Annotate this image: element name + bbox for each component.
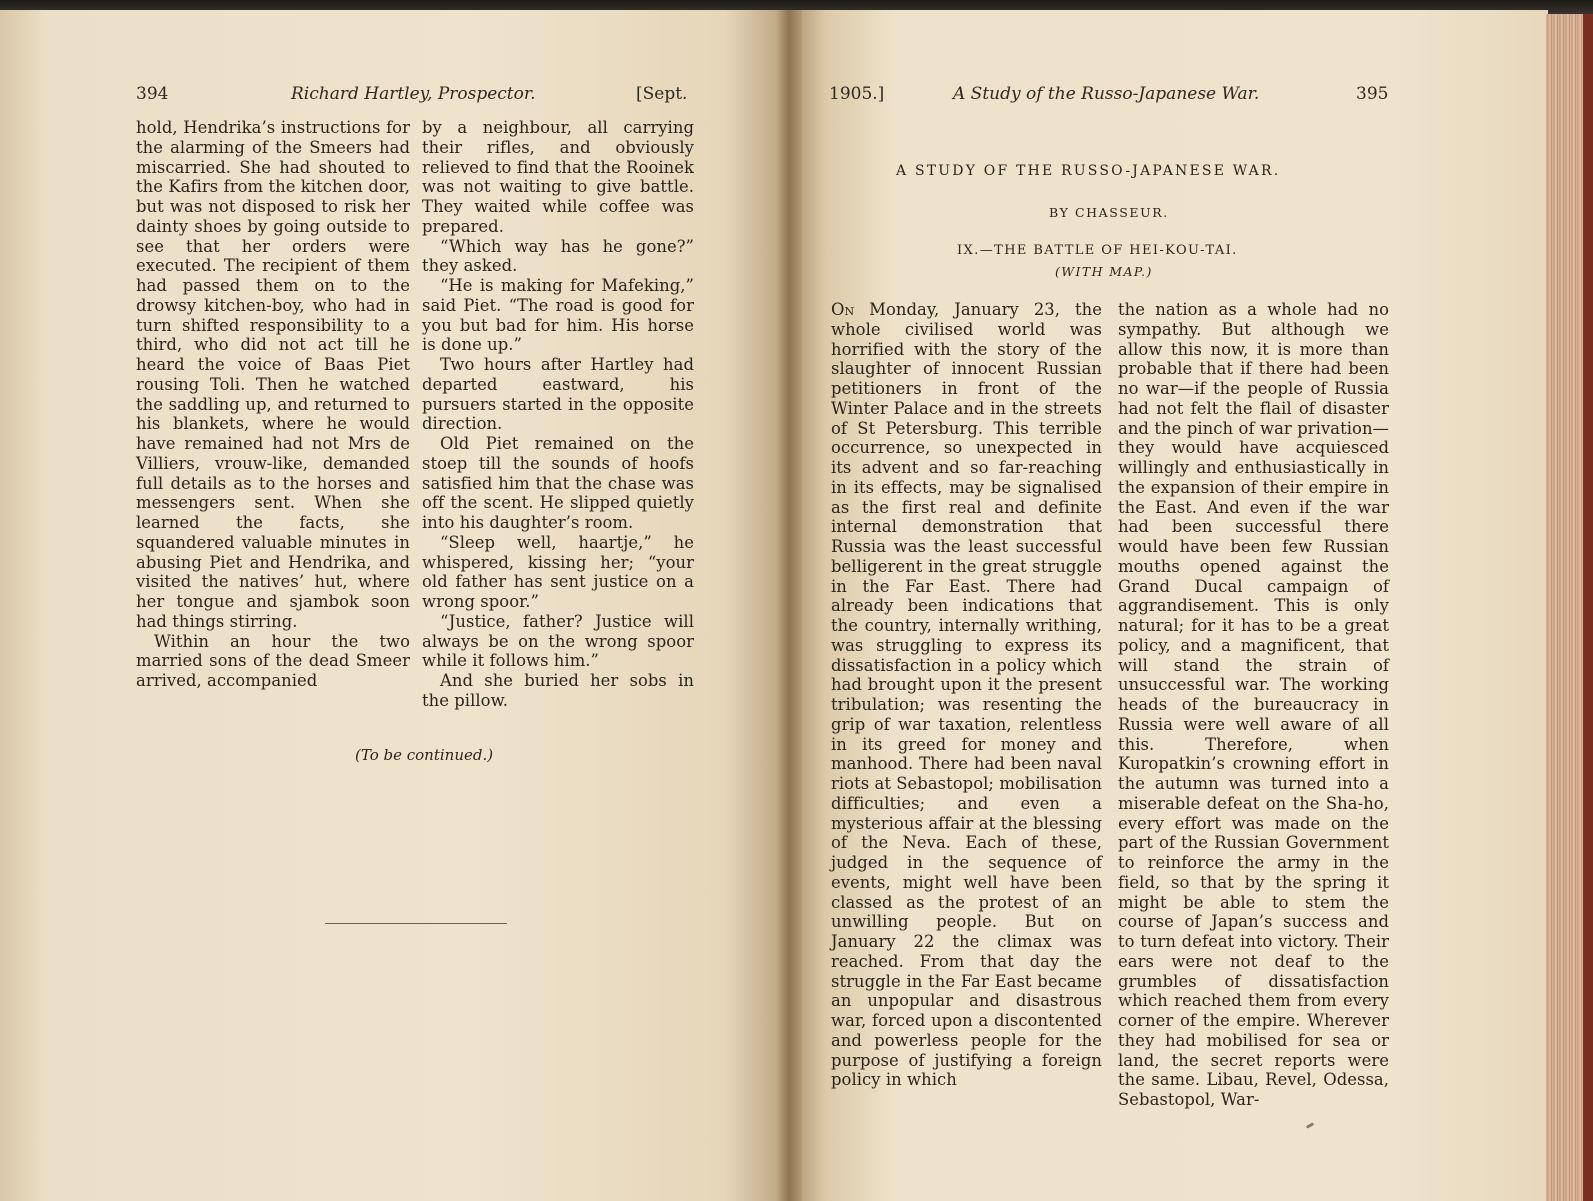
paragraph: Within an hour the two married sons of the dead Smeer arrived, accompanied	[136, 631, 410, 690]
paragraph: “Which way has he gone?” they asked.	[422, 236, 694, 276]
drop-word: On	[831, 300, 855, 319]
paragraph: Old Piet remained on the stoep till the sounds of hoofs satisfied him that the chase was off the scent. He slipped quietly into his daughter’s room.	[422, 434, 694, 532]
paragraph: Two hours after Hartley had departed eastward, his pursuers started in the opposite direction.	[422, 355, 694, 434]
article-byline: BY CHASSEUR.	[1049, 205, 1169, 220]
paragraph: by a neighbour, all carrying their rifles, and obviously relieved to find that the Rooinek was not waiting to give battle. They waited while coffee was prepared.	[422, 118, 694, 236]
with-map-note: (WITH MAP.)	[1055, 264, 1153, 279]
book-gutter	[776, 10, 802, 1201]
right-column-2	[1118, 300, 1389, 1110]
left-running-date: [Sept.	[636, 84, 688, 104]
left-page-number: 394	[136, 84, 169, 104]
left-column-1	[136, 118, 410, 691]
paragraph: And she buried her sobs in the pillow.	[422, 671, 694, 710]
to-be-continued: (To be continued.)	[355, 746, 494, 764]
paragraph: hold, Hendrika’s instructions for the alarming of the Smeers had miscarried. She had shouted to the Kafirs from the kitchen door, but was not disposed to risk her dainty shoes by going outside to see that her orders were executed. The recipient of them had passed them on to the drowsy kitchen-boy, who had in turn shifted responsibility to a third, who did not act till he heard the voice of Baas Piet rousing Toli. Then he watched the saddling up, and returned to his blankets, where he would have remained had not Mrs de Villiers, vrouw-like, demanded full details as to the horses and messengers sent. When she learned the facts, she squandered valuable minutes in abusing Piet and Hendrika, and visited the natives’ hut, where her tongue and sjambok soon had things stirring.	[136, 118, 410, 631]
end-rule	[325, 923, 507, 924]
right-running-date: 1905.]	[829, 84, 885, 104]
right-column-1-text: Monday, January 23, the whole civilised world was horrified with the story of the slaughter of innocent Russian petitioners in front of the Winter Palace and in the streets of St Petersburg. This terrible occurrence, so unexpected in its advent and so far-reaching in its effects, may be signalised as the first real and definite internal demonstration that Russia was the least successful belligerent in the great struggle in the Far East. There had already been indications that the country, internally writhing, was struggling to express its dissatisfaction in a policy which had brought upon it the present tribulation; was resenting the grip of war taxation, relentless in its greed for money and manhood. There had been naval riots at Sebastopol; mobilisation difficulties; and even a mysterious affair at the blessing of the Neva. Each of these, judged in the sequence of events, might well have been classed as the protest of an unwilling people. But on January 22 the climax was reached. From that day the struggle in the Far East became an unpopular and disastrous war, forced upon a discontented and powerless people for the purpose of justifying a foreign policy in which	[831, 300, 1102, 1090]
left-running-title: Richard Hartley, Prospector.	[291, 84, 536, 104]
page-edges	[1546, 14, 1593, 1201]
right-column-1	[831, 300, 1102, 1090]
right-running-title: A Study of the Russo-Japanese War.	[953, 84, 1260, 104]
paragraph: “Sleep well, haartje,” he whispered, kissing her; “your old father has sent justice on a wrong spoor.”	[422, 532, 694, 611]
paragraph: “He is making for Mafeking,” said Piet. “The road is good for you but bad for him. His horse is done up.”	[422, 276, 694, 355]
right-column-2-text: the nation as a whole had no sympathy. But although we allow this now, it is more than probable that if there had been no war—if the people of Russia had not felt the flail of disaster and the pinch of war privation—they would have acquiesced willingly and enthusiastically in the expansion of their empire in the East. And even if the war had been successful there would have been few Russian mouths opened against the Grand Ducal campaign of aggrandisement. This is only natural; for it has to be a great policy, and a magnificent, that will stand the strain of unsuccessful war. The working heads of the bureaucracy in Russia were well aware of all this. Therefore, when Kuropatkin’s crowning effort in the autumn was turned into a miserable defeat on the Sha-ho, every effort was made on the part of the Russian Government to reinforce the army in the field, so that by the spring it might be able to stem the course of Japan’s success and to turn defeat into victory. Their ears were not deaf to the grumbles of dissatisfaction which reached them from every corner of the empire. Wherever they had mobilised for sea or land, the secret reports were the same. Libau, Revel, Odessa, Sebastopol, War-	[1118, 300, 1389, 1109]
article-title: A STUDY OF THE RUSSO-JAPANESE WAR.	[896, 163, 1281, 179]
chapter-heading: IX.—THE BATTLE OF HEI-KOU-TAI.	[957, 243, 1238, 258]
right-page-number: 395	[1356, 84, 1389, 104]
paragraph: “Justice, father? Justice will always be on the wrong spoor while it follows him.”	[422, 611, 694, 671]
left-column-2	[422, 118, 694, 711]
